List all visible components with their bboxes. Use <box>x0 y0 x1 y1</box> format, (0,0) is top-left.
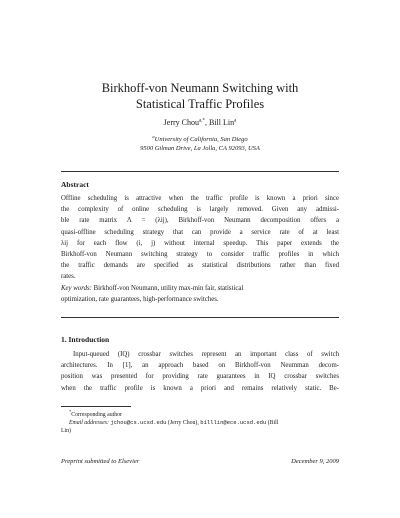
title-line-1: Birkhoff-von Neumann Switching with <box>101 81 299 95</box>
section-body <box>61 349 339 394</box>
abstract-line: quasi-offline scheduling strategy that can provide a service rate of at least <box>61 228 339 236</box>
abstract-line: Offline scheduling is attractive when the traffic profile is known a priori since <box>61 195 339 202</box>
paper-title <box>40 80 360 112</box>
abstract-line: the complexity of online scheduling is largely removed. Given any admissi- <box>61 206 339 214</box>
footnotes <box>61 408 339 435</box>
email-link-1[interactable]: jchou@cs.ucsd.edu <box>110 418 167 426</box>
body-line: Input-queued (IQ) crossbar switches represent an important class of switch <box>73 351 339 358</box>
footnote-rule <box>61 406 131 407</box>
footnote-mark: * <box>69 409 72 414</box>
email-link-2[interactable]: billlin@ece.ucsd.edu <box>200 418 267 426</box>
keywords-line-2: optimization, rate guarantees, high-performance switches. <box>61 295 219 303</box>
abstract-line: Birkhoff-von Neumann switching strategy to consider traffic profiles in which <box>61 251 339 259</box>
page-footer <box>61 458 339 465</box>
email-label: Email addresses: <box>69 419 109 426</box>
section-heading: 1. Introduction <box>61 335 110 344</box>
author-name-1: Jerry Chou <box>163 118 199 127</box>
abstract-line: ble rate matrix Λ = (λij), Birkhoff-von Neumann decomposition offers a <box>61 217 339 225</box>
keywords-text: Birkhoff-von Neumann, utility max-min fair, statistical <box>91 284 244 292</box>
footnote-corresponding: *Corresponding author <box>69 409 122 418</box>
keywords-label: Key words: <box>61 284 92 292</box>
keywords-line <box>61 283 339 294</box>
affiliation-line-2: 9500 Gilman Drive, La Jolla, CA 92093, USA <box>140 145 260 153</box>
abstract-top-rule <box>61 171 339 172</box>
author-mark-2: a <box>234 118 237 124</box>
affiliation <box>40 132 360 153</box>
author-name-2: , Bill Lin <box>204 118 235 127</box>
body-line: when the traffic profile is known a priori and remains relatively static. Be- <box>61 384 339 392</box>
footnote-emails: Email addresses: jchou@cs.ucsd.edu (Jerry Chou), billlin@ece.ucsd.edu (Bill <box>69 418 279 426</box>
affiliation-mark: a <box>152 134 155 139</box>
abstract-bottom-rule <box>61 317 339 318</box>
abstract-line: the traffic demands are specified as statistical distributions rather than fixed <box>61 262 339 270</box>
author-list <box>40 118 360 127</box>
title-line-2: Statistical Traffic Profiles <box>135 97 265 111</box>
footnote-email-cont: Lin) <box>61 427 71 434</box>
body-line: position was presented for providing rate guarantees in IQ crossbar switches <box>61 373 339 381</box>
body-line: architectures. In [1], an approach based on Birkhoff-von Neumman decom- <box>61 362 339 370</box>
abstract-line: λij for each flow (i, j) without internal speedup. This paper extends the <box>61 239 339 247</box>
footer-date: December 9, 2009 <box>291 458 339 465</box>
author-mark-1: a,* <box>198 118 205 124</box>
abstract-body <box>61 193 339 305</box>
footer-left: Preprint submitted to Elsevier <box>61 458 140 465</box>
affiliation-line-1: University of California, San Diego <box>154 136 248 144</box>
abstract-heading: Abstract <box>61 180 89 189</box>
abstract-line: rates. <box>61 273 76 281</box>
